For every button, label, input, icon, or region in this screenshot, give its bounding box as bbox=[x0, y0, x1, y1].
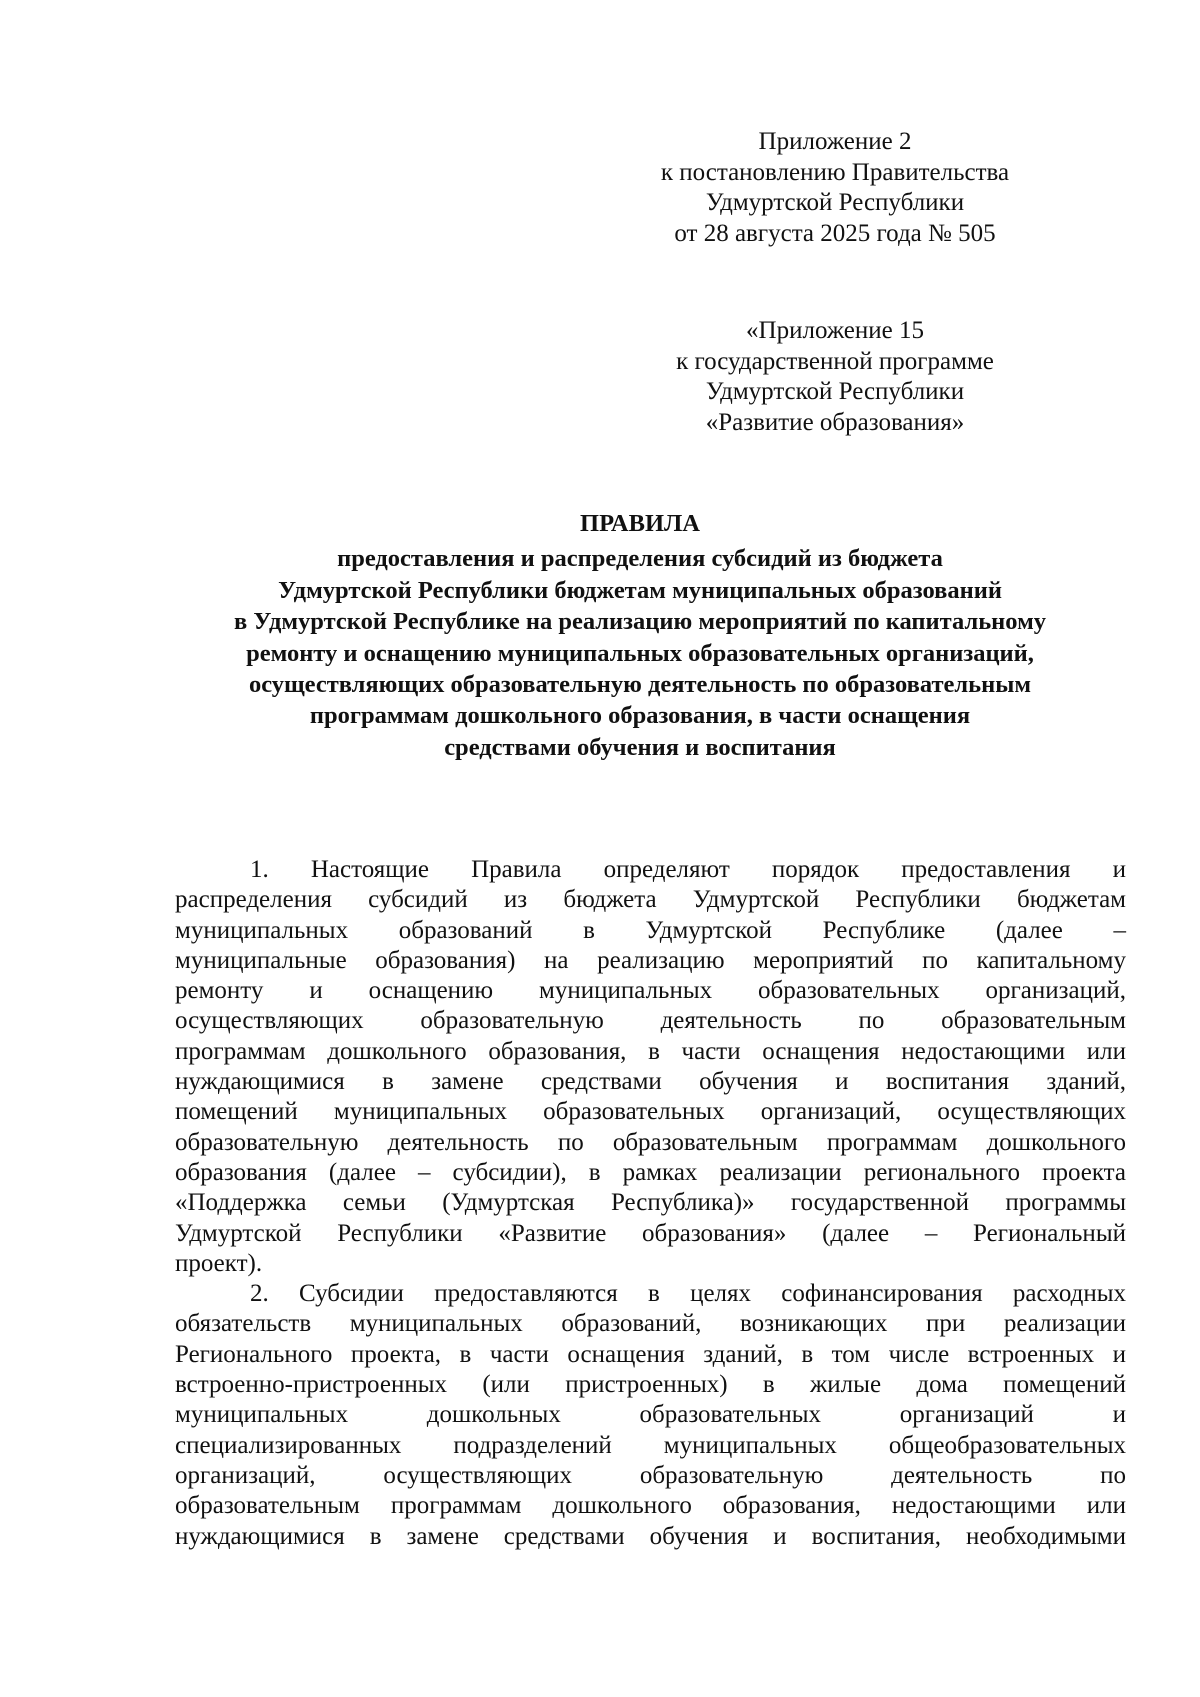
paragraph-line: муниципальных образований в Удмуртской Республике (далее – bbox=[175, 916, 1126, 944]
paragraph-line: 2. Субсидии предоставляются в целях софинансирования расходных bbox=[250, 1280, 1126, 1308]
paragraph-2 bbox=[175, 1279, 1126, 1552]
paragraph-line: муниципальных дошкольных образовательных организаций и bbox=[175, 1401, 1126, 1429]
title-line: средствами обучения и воспитания bbox=[444, 733, 836, 761]
program-appendix-line: «Развитие образования» bbox=[705, 408, 965, 436]
paragraph-line: муниципальные образования) на реализацию мероприятий по капитальному bbox=[175, 946, 1126, 974]
appendix-line: Удмуртской Республики bbox=[705, 189, 965, 216]
title-line: осуществляющих образовательную деятельность по образовательным bbox=[248, 671, 1032, 699]
document-title bbox=[140, 508, 1140, 763]
paragraph-line: нуждающимися в замене средствами обучения и воспитания зданий, bbox=[175, 1068, 1126, 1096]
paragraph-line: Удмуртской Республики «Развитие образования» (далее – Региональный bbox=[175, 1219, 1126, 1247]
paragraph-line: образования (далее – субсидии), в рамках реализации регионального проекта bbox=[175, 1158, 1126, 1186]
paragraph-line: распределения субсидий из бюджета Удмуртской Республики бюджетам bbox=[175, 886, 1126, 914]
paragraph-line: Регионального проекта, в части оснащения зданий, в том числе встроенных и bbox=[175, 1340, 1126, 1368]
title-line: в Удмуртской Республике на реализацию мероприятий по капитальному bbox=[233, 608, 1047, 636]
paragraph-line: организаций, осуществляющих образовательную деятельность по bbox=[175, 1461, 1126, 1489]
paragraph-line: образовательную деятельность по образовательным программам дошкольного bbox=[175, 1128, 1126, 1156]
title-line: ремонту и оснащению муниципальных образовательных организаций, bbox=[246, 639, 1034, 667]
appendix-line: Приложение 2 bbox=[758, 128, 912, 155]
paragraph-line: программам дошкольного образования, в части оснащения недостающими или bbox=[175, 1037, 1126, 1065]
program-appendix-line: Удмуртской Республики bbox=[705, 378, 965, 405]
paragraph-line: 1. Настоящие Правила определяют порядок предоставления и bbox=[250, 856, 1126, 883]
title-line: предоставления и распределения субсидий из бюджета bbox=[337, 545, 943, 573]
paragraph-line: осуществляющих образовательную деятельность по образовательным bbox=[175, 1007, 1126, 1035]
program-appendix-line: к государственной программе bbox=[676, 347, 994, 375]
document-body bbox=[175, 855, 1126, 1552]
appendix-header bbox=[615, 127, 1055, 249]
paragraph-line: нуждающимися в замене средствами обучения и воспитания, необходимыми bbox=[175, 1522, 1126, 1550]
appendix-line: от 28 августа 2025 года № 505 bbox=[674, 219, 996, 247]
program-appendix-line: «Приложение 15 bbox=[746, 317, 924, 344]
paragraph-line: специализированных подразделений муниципальных общеобразовательных bbox=[175, 1431, 1126, 1459]
paragraph-line: образовательным программам дошкольного образования, недостающими или bbox=[175, 1492, 1126, 1520]
paragraph-1 bbox=[175, 855, 1126, 1279]
title-line: программам дошкольного образования, в части оснащения bbox=[309, 702, 971, 730]
paragraph-line: проект). bbox=[175, 1249, 263, 1277]
appendix-line: к постановлению Правительства bbox=[660, 158, 1010, 186]
paragraph-line: помещений муниципальных образовательных организаций, осуществляющих bbox=[175, 1098, 1126, 1126]
paragraph-line: встроенно-пристроенных (или пристроенных) в жилые дома помещений bbox=[175, 1371, 1126, 1399]
paragraph-line: «Поддержка семьи (Удмуртская Республика)» государственной программы bbox=[175, 1189, 1126, 1217]
paragraph-line: обязательств муниципальных образований, возникающих при реализации bbox=[175, 1310, 1126, 1338]
title-heading: ПРАВИЛА bbox=[580, 510, 700, 537]
program-appendix-header bbox=[615, 316, 1055, 438]
title-line: Удмуртской Республики бюджетам муниципальных образований bbox=[278, 576, 1002, 604]
paragraph-line: ремонту и оснащению муниципальных образовательных организаций, bbox=[175, 977, 1126, 1005]
